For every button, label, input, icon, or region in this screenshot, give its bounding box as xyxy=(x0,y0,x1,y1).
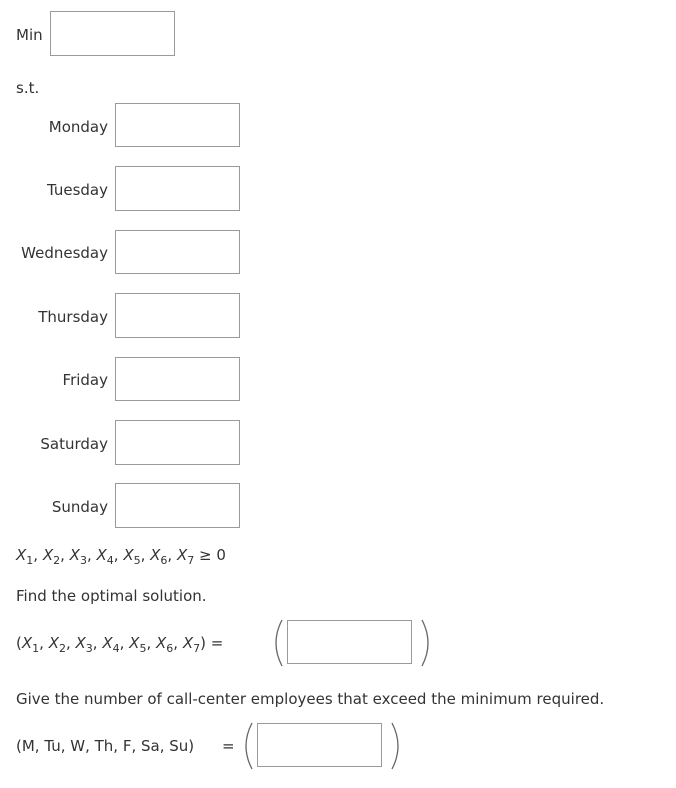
opt-var: X xyxy=(182,634,194,652)
nonneg-sub-4: 4 xyxy=(106,554,114,567)
nonneg-var: X xyxy=(69,546,80,564)
nonneg-sub-2: 2 xyxy=(53,554,61,567)
nonneg-sub-6: 6 xyxy=(160,554,168,567)
nonneg-sub-7: 7 xyxy=(187,554,195,567)
nonneg-sub-3: 3 xyxy=(79,554,87,567)
opt-sub-6: 6 xyxy=(166,642,174,655)
opt-var: X xyxy=(21,634,33,652)
optimal-solution-tuple: ($X_1$, $X_2$, $X_3$, $X_4$, $X_5$, $X_6$, $X_7$) = xyxy=(16,634,224,655)
constraint-label-thursday: Thursday xyxy=(38,308,108,326)
objective-label: Min xyxy=(16,26,43,44)
optimal-solution-input[interactable] xyxy=(287,620,412,664)
opt-var: X xyxy=(156,634,167,652)
constraint-label-friday: Friday xyxy=(62,371,108,389)
constraint-input-saturday[interactable] xyxy=(115,420,240,465)
constraint-input-monday[interactable] xyxy=(115,103,240,147)
constraint-label-tuesday: Tuesday xyxy=(46,181,108,199)
constraint-input-tuesday[interactable] xyxy=(115,166,240,211)
constraint-input-wednesday[interactable] xyxy=(115,230,240,274)
nonneg-relation: ≥ 0 xyxy=(199,546,226,564)
opt-sub-3: 3 xyxy=(85,642,93,655)
opt-equals: = xyxy=(210,634,224,652)
nonneg-var: X xyxy=(150,546,161,564)
right-paren-icon xyxy=(418,618,436,668)
nonneg-var: X xyxy=(176,546,188,564)
nonneg-var: X xyxy=(123,546,134,564)
opt-var: X xyxy=(48,634,59,652)
opt-sub-5: 5 xyxy=(139,642,147,655)
constraint-input-friday[interactable] xyxy=(115,357,240,401)
excess-prompt: Give the number of call-center employees that exceed the minimum required. xyxy=(16,690,605,708)
opt-sub-7: 7 xyxy=(193,642,201,655)
left-paren-icon xyxy=(238,721,256,771)
excess-input[interactable] xyxy=(257,723,382,767)
opt-sub-2: 2 xyxy=(58,642,66,655)
nonnegativity-constraint: $X_1$, $X_2$, $X_3$, $X_4$, $X_5$, $X_6$, $X_7 \ge 0$ xyxy=(16,546,226,567)
opt-sub-4: 4 xyxy=(112,642,120,655)
optimal-solution-prompt: Find the optimal solution. xyxy=(16,587,207,605)
opt-sub-1: 1 xyxy=(32,642,40,655)
excess-tuple-label: (M, Tu, W, Th, F, Sa, Su) xyxy=(16,737,195,755)
constraint-label-wednesday: Wednesday xyxy=(21,244,108,262)
constraint-label-saturday: Saturday xyxy=(40,435,108,453)
objective-input[interactable] xyxy=(50,11,175,56)
constraint-label-sunday: Sunday xyxy=(51,498,108,516)
nonneg-sub-5: 5 xyxy=(133,554,141,567)
excess-equals: = xyxy=(222,737,235,755)
nonneg-var: X xyxy=(16,546,27,564)
opt-var: X xyxy=(75,634,86,652)
nonneg-var: X xyxy=(42,546,54,564)
right-paren-icon xyxy=(388,721,406,771)
constraint-label-monday: Monday xyxy=(48,118,108,136)
constraint-input-sunday[interactable] xyxy=(115,483,240,528)
opt-var: X xyxy=(129,634,140,652)
constraint-input-thursday[interactable] xyxy=(115,293,240,338)
nonneg-var: X xyxy=(96,546,107,564)
left-paren-icon xyxy=(268,618,286,668)
constraints-heading: s.t. xyxy=(16,79,40,97)
nonneg-sub-1: 1 xyxy=(26,554,34,567)
opt-var: X xyxy=(102,634,113,652)
